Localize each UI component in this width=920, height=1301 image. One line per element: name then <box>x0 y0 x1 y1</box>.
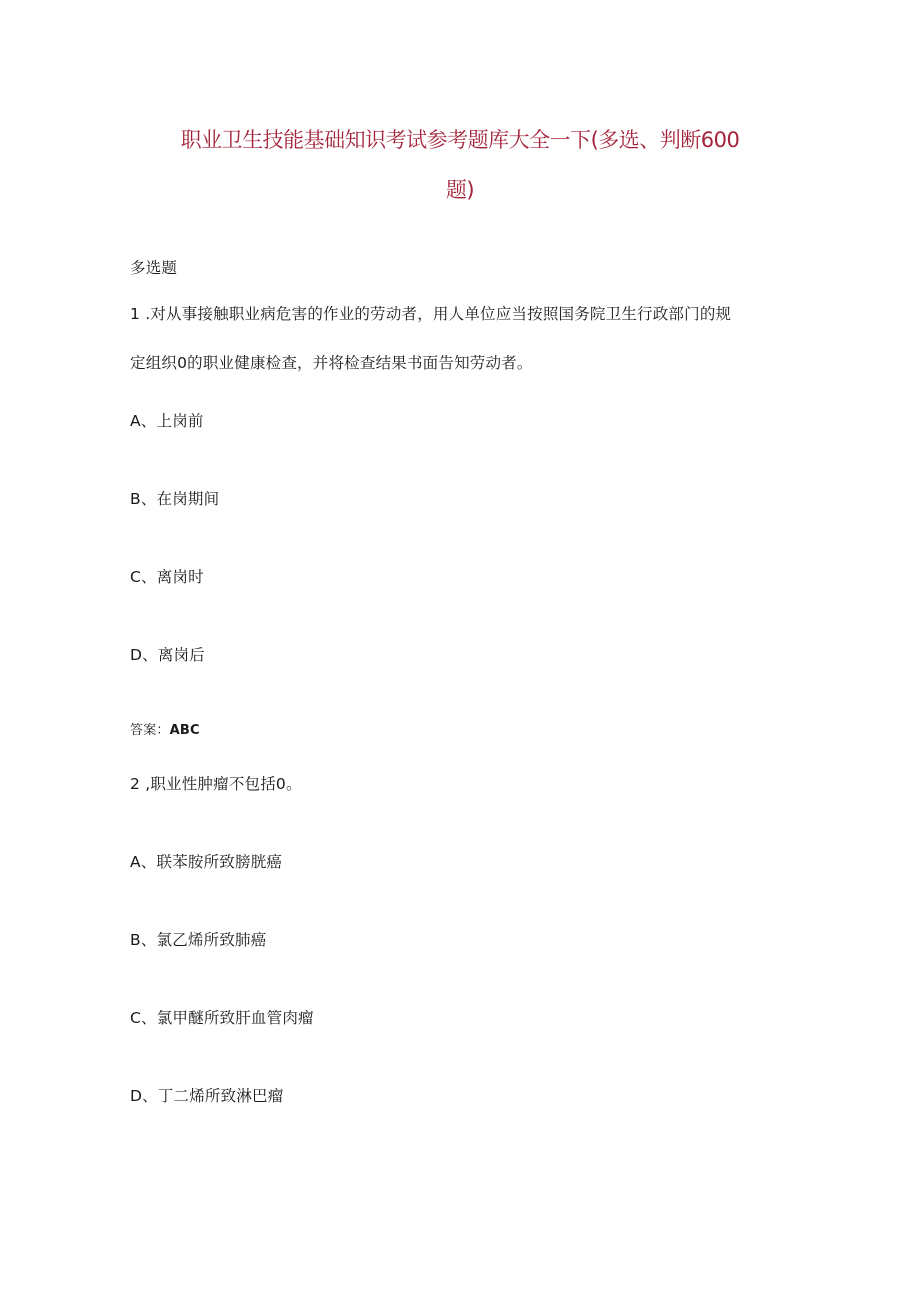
answer-label: 答案： <box>130 723 170 738</box>
document-title-line-2: 题) <box>445 178 475 202</box>
question-1-option-d: D、离岗后 <box>130 646 205 664</box>
question-2-option-b: B、氯乙烯所致肺癌 <box>130 931 267 949</box>
question-1-option-b: B、在岗期间 <box>130 490 220 508</box>
question-1-stem-line-2: 定组织0的职业健康检查，并将检查结果书面告知劳动者。 <box>130 354 533 372</box>
question-2-stem-line-1: 2 ,职业性肿瘤不包括0。 <box>130 775 302 793</box>
question-2-option-c: C、氯甲醚所致肝血管肉瘤 <box>130 1009 314 1027</box>
question-2-option-a: A、联苯胺所致膀胱癌 <box>130 853 283 871</box>
answer-value: ABC <box>169 723 200 738</box>
section-label: 多选题 <box>130 259 178 277</box>
question-1-option-a: A、上岗前 <box>130 412 204 430</box>
document-title-line-1: 职业卫生技能基础知识考试参考题库大全一下(多选、判断600 <box>180 128 740 152</box>
question-1-stem-line-1: 1 .对从事接触职业病危害的作业的劳动者，用人单位应当按照国务院卫生行政部门的规 <box>130 305 732 323</box>
question-2-option-d: D、丁二烯所致淋巴瘤 <box>130 1087 284 1105</box>
question-1-option-c: C、离岗时 <box>130 568 204 586</box>
question-1-answer <box>130 719 200 738</box>
